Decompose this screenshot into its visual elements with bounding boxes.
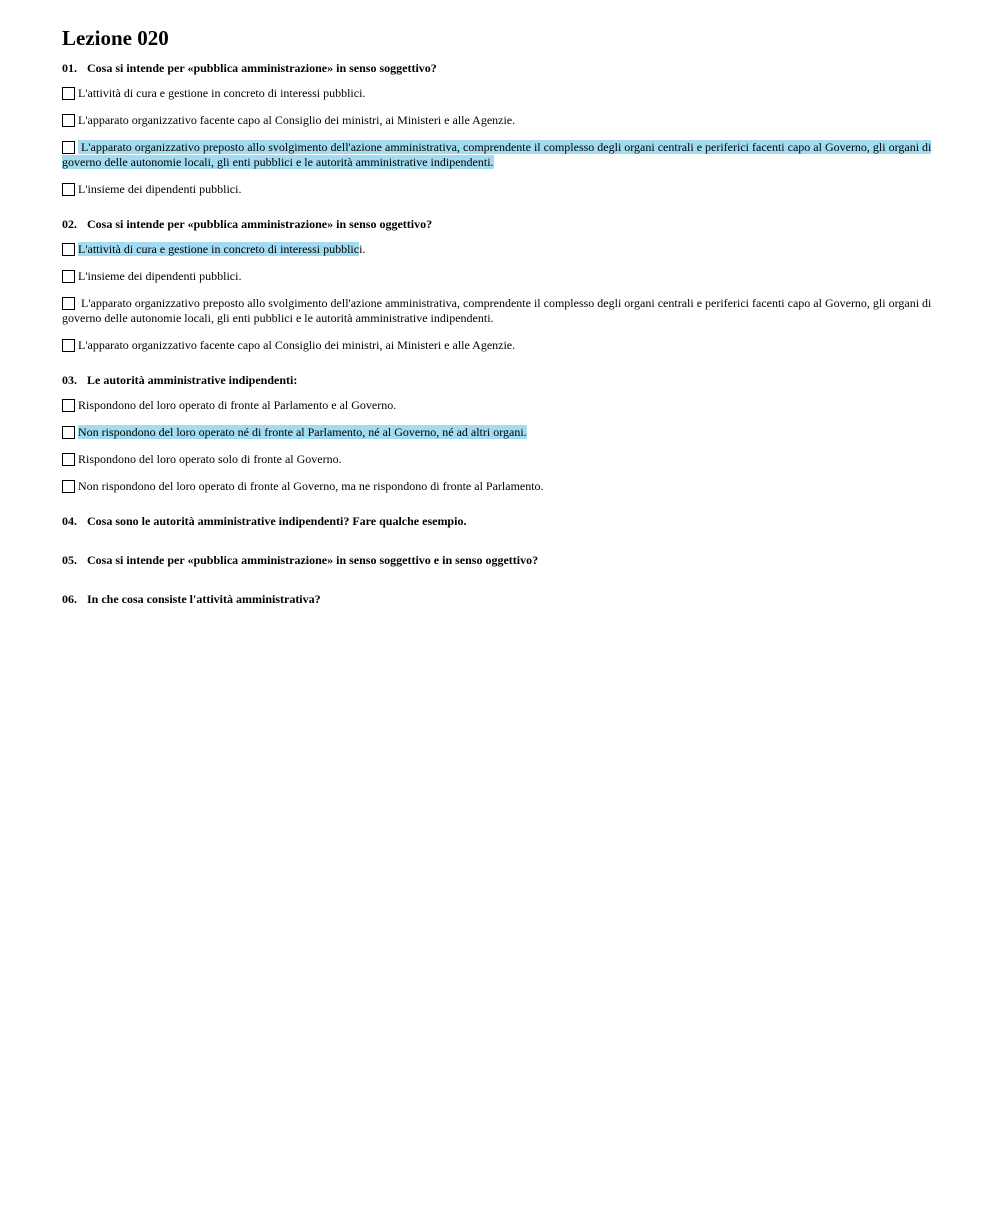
option-text: i.	[359, 242, 366, 257]
question-header	[62, 61, 938, 76]
answer-option	[62, 140, 938, 170]
question-06	[62, 592, 938, 607]
checkbox[interactable]	[62, 480, 75, 493]
question-header	[62, 592, 938, 607]
answer-option	[62, 398, 938, 413]
question-header	[62, 217, 938, 232]
answer-option	[62, 425, 938, 440]
question-text: In che cosa consiste l'attività amministrativa?	[87, 592, 321, 607]
page-title: Lezione 020	[62, 26, 169, 50]
checkbox[interactable]	[62, 114, 75, 127]
question-04	[62, 514, 938, 529]
question-text: Cosa sono le autorità amministrative indipendenti? Fare qualche esempio.	[87, 514, 467, 529]
question-text: Cosa si intende per «pubblica amministrazione» in senso soggettivo?	[87, 61, 437, 76]
question-number: 06.	[62, 592, 77, 607]
question-text: Cosa si intende per «pubblica amministrazione» in senso soggettivo e in senso oggettivo?	[87, 553, 539, 568]
answer-option	[62, 113, 938, 128]
highlighted-text: Non rispondono del loro operato né di fronte al Parlamento, né al Governo, né ad altri organi.	[78, 425, 527, 440]
option-text: Rispondono del loro operato solo di fronte al Governo.	[78, 452, 342, 467]
checkbox[interactable]	[62, 426, 75, 439]
highlighted-text: L'attività di cura e gestione in concreto di interessi pubblic	[78, 242, 360, 257]
document-page	[0, 0, 1000, 607]
option-text: Rispondono del loro operato di fronte al Parlamento e al Governo.	[78, 398, 397, 413]
option-text: L'apparato organizzativo facente capo al Consiglio dei ministri, ai Ministeri e alle Agenzie.	[78, 113, 516, 128]
question-number: 02.	[62, 217, 77, 232]
option-text: L'attività di cura e gestione in concreto di interessi pubblici.	[78, 86, 366, 101]
question-03	[62, 373, 938, 494]
checkbox[interactable]	[62, 270, 75, 283]
answer-option	[62, 479, 938, 494]
checkbox[interactable]	[62, 399, 75, 412]
option-text: L'apparato organizzativo facente capo al Consiglio dei ministri, ai Ministeri e alle Agenzie.	[78, 338, 516, 353]
question-header	[62, 514, 938, 529]
answer-option	[62, 338, 938, 353]
question-header	[62, 373, 938, 388]
question-number: 04.	[62, 514, 77, 529]
answer-option	[62, 452, 938, 467]
checkbox[interactable]	[62, 453, 75, 466]
answer-option	[62, 182, 938, 197]
question-number: 05.	[62, 553, 77, 568]
answer-option	[62, 296, 938, 326]
question-05	[62, 553, 938, 568]
checkbox[interactable]	[62, 183, 75, 196]
question-number: 01.	[62, 61, 77, 76]
option-text: L'insieme dei dipendenti pubblici.	[78, 182, 242, 197]
checkbox[interactable]	[62, 339, 75, 352]
question-text: Le autorità amministrative indipendenti:	[87, 373, 298, 388]
option-text: L'apparato organizzativo preposto allo svolgimento dell'azione amministrativa, comprendente il complesso degli organi centrali e periferici facenti capo al Governo, gli organi di governo delle autonomie locali, gli enti pubblici e le autorità amministrative indipendenti.	[62, 296, 932, 326]
checkbox[interactable]	[62, 141, 75, 154]
highlighted-text: L'apparato organizzativo preposto allo svolgimento dell'azione amministrativa, comprendente il complesso degli organi centrali e periferici facenti capo al Governo, gli organi di governo delle autonomie locali, gli enti pubblici e le autorità amministrative indipendenti.	[62, 140, 932, 170]
question-text: Cosa si intende per «pubblica amministrazione» in senso oggettivo?	[87, 217, 433, 232]
question-number: 03.	[62, 373, 77, 388]
answer-option	[62, 242, 938, 257]
checkbox[interactable]	[62, 243, 75, 256]
question-header	[62, 553, 938, 568]
answer-option	[62, 86, 938, 101]
checkbox[interactable]	[62, 87, 75, 100]
option-text: L'insieme dei dipendenti pubblici.	[78, 269, 242, 284]
option-text: Non rispondono del loro operato di fronte al Governo, ma ne rispondono di fronte al Parlamento.	[78, 479, 544, 494]
question-02	[62, 217, 938, 353]
question-01	[62, 61, 938, 197]
answer-option	[62, 269, 938, 284]
checkbox[interactable]	[62, 297, 75, 310]
